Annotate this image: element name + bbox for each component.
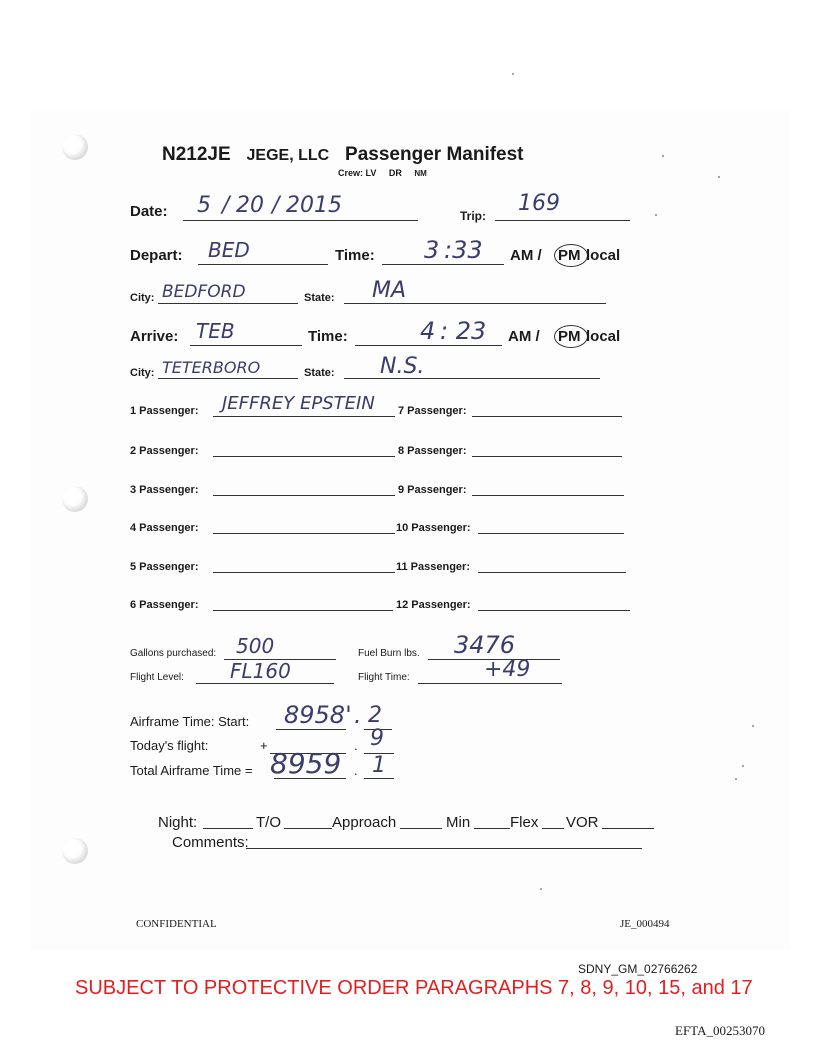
total-airframe-tenths: 1 [372, 753, 386, 778]
flight-level-label: Flight Level: [130, 672, 184, 683]
depart-hour: 3 [424, 236, 440, 264]
flex-label: Flex [510, 814, 539, 831]
arrive-city: TETERBORO [162, 358, 261, 377]
flight-level-value: FL160 [230, 659, 291, 683]
total-airframe-label: Total Airframe Time = [130, 763, 253, 778]
arrive-am: AM / [508, 328, 540, 345]
passenger-label-4: 4 Passenger: [130, 522, 199, 534]
company-name: JEGE, LLC [246, 147, 330, 164]
vor-label: VOR [566, 814, 599, 831]
arrive-pm-circle [554, 325, 588, 348]
passenger-label-1: 1 Passenger: [130, 405, 199, 417]
passenger-1-name: JEFFREY EPSTEIN [222, 393, 375, 414]
min-label: Min [446, 814, 471, 831]
date-month: 5 [197, 193, 211, 218]
date-label: Date: [130, 203, 168, 220]
arrive-pm: PM [558, 328, 581, 345]
passenger-label-12: 12 Passenger: [396, 599, 471, 611]
protective-order-notice: SUBJECT TO PROTECTIVE ORDER PARAGRAPHS 7, 8, 9, 10, 15, and 17 [75, 977, 753, 999]
tail-number: N212JE [162, 144, 231, 165]
passenger-label-5: 5 Passenger: [130, 561, 199, 573]
passenger-label-7: 7 Passenger: [398, 405, 467, 417]
passenger-label-2: 2 Passenger: [130, 445, 199, 457]
airframe-start-label: Airframe Time: Start: [130, 714, 250, 729]
arrive-state-label: State: [304, 367, 335, 379]
depart-city-label: City: [130, 292, 155, 304]
fuel-burn-label: Fuel Burn lbs. [358, 648, 420, 659]
trip-label: Trip: [460, 209, 486, 223]
airframe-start-value: 8958' [284, 701, 352, 729]
form-title: Passenger Manifest [345, 144, 524, 165]
sdny-bates-number: SDNY_GM_02766262 [578, 962, 698, 976]
arrive-state: N.S. [380, 354, 425, 379]
gallons-label: Gallons purchased: [130, 648, 217, 659]
passenger-label-8: 8 Passenger: [398, 445, 467, 457]
night-label: Night: [158, 814, 198, 831]
depart-pm: PM [558, 247, 581, 264]
todays-flight-value: 9 [370, 726, 384, 751]
total-airframe-value: 8959 [270, 747, 342, 780]
punch-hole-bottom [62, 838, 88, 864]
flight-time-value: +49 [484, 657, 531, 682]
arrive-city-label: City: [130, 367, 155, 379]
depart-minute: :33 [444, 236, 483, 264]
punch-hole-top [62, 134, 88, 160]
arrive-time-label: Time: [308, 328, 348, 345]
depart-state-label: State: [304, 292, 335, 304]
depart-am: AM / [510, 247, 542, 264]
efta-number: EFTA_00253070 [675, 1023, 765, 1038]
depart-label: Depart: [130, 247, 183, 264]
comments-label: Comments: [172, 834, 249, 851]
flight-time-label: Flight Time: [358, 672, 410, 683]
depart-airport: BED [208, 238, 250, 262]
arrive-local: local [586, 328, 621, 345]
passenger-label-6: 6 Passenger: [130, 599, 199, 611]
airframe-start-tenths: 2 [368, 703, 382, 728]
confidential-mark: CONFIDENTIAL [136, 918, 217, 930]
depart-time-label: Time: [335, 247, 375, 264]
depart-pm-circle [554, 244, 588, 267]
depart-state: MA [372, 278, 407, 303]
passenger-label-9: 9 Passenger: [398, 484, 467, 496]
approach-label: Approach [332, 814, 397, 831]
arrive-minute: : 23 [440, 317, 487, 345]
date-day: 20 [236, 193, 264, 218]
date-year: 2015 [286, 193, 342, 218]
arrive-label: Arrive: [130, 328, 179, 345]
passenger-label-10: 10 Passenger: [396, 522, 471, 534]
arrive-hour: 4 [420, 317, 436, 345]
arrive-airport: TEB [196, 319, 235, 343]
je-bates-number: JE_000494 [620, 918, 670, 930]
depart-city: BEDFORD [162, 282, 246, 302]
manifest-page: N212JE JEGE, LLC Passenger Manifest Crew: LV DR NM Date: 5 / 20 / 2015 Trip: 169 Depart: BED Time: 3 :33 AM / PM local City: BEDFORD State: MA Arrive: TEB Time: 4 : 23 AM / PM local City: TETERBORO State: N.S. 1 Passenger: JEFFREY EPSTEIN 7 Passenger: 2 Passenger: 8 Passenger: 3 Passenger: 9 Passenger: 4 Passenger: 10 Passenger: 5 Passenger: 11 Passenger: 6 Passenger: 12 Passenger: Gallons purchased: 500 Fuel Burn lbs. 3476 Flight Level: FL160 Flight Time: +49 Airframe Time: Start: 8958' . 2 Today's flight: + . 9 Total Airframe Time = 8959 . 1 Night: T/O Approach Min Flex VOR Comments: CONFIDENTIAL JE_000494 SDNY_GM_02766262 SUBJECT TO PROTECTIVE ORDER PARAGRAPHS 7, 8, 9, 10, 15, and 17 EFTA_00253070 [0, 0, 816, 1056]
to-label: T/O [256, 814, 281, 831]
passenger-label-3: 3 Passenger: [130, 484, 199, 496]
trip-number: 169 [518, 191, 560, 216]
crew-line: Crew: LV DR NM [338, 168, 427, 178]
gallons-value: 500 [236, 634, 275, 658]
punch-hole-middle [62, 486, 88, 512]
depart-local: local [586, 247, 621, 264]
fuel-burn-value: 3476 [454, 631, 516, 659]
passenger-label-11: 11 Passenger: [396, 561, 470, 573]
todays-flight-label: Today's flight: [130, 738, 209, 753]
